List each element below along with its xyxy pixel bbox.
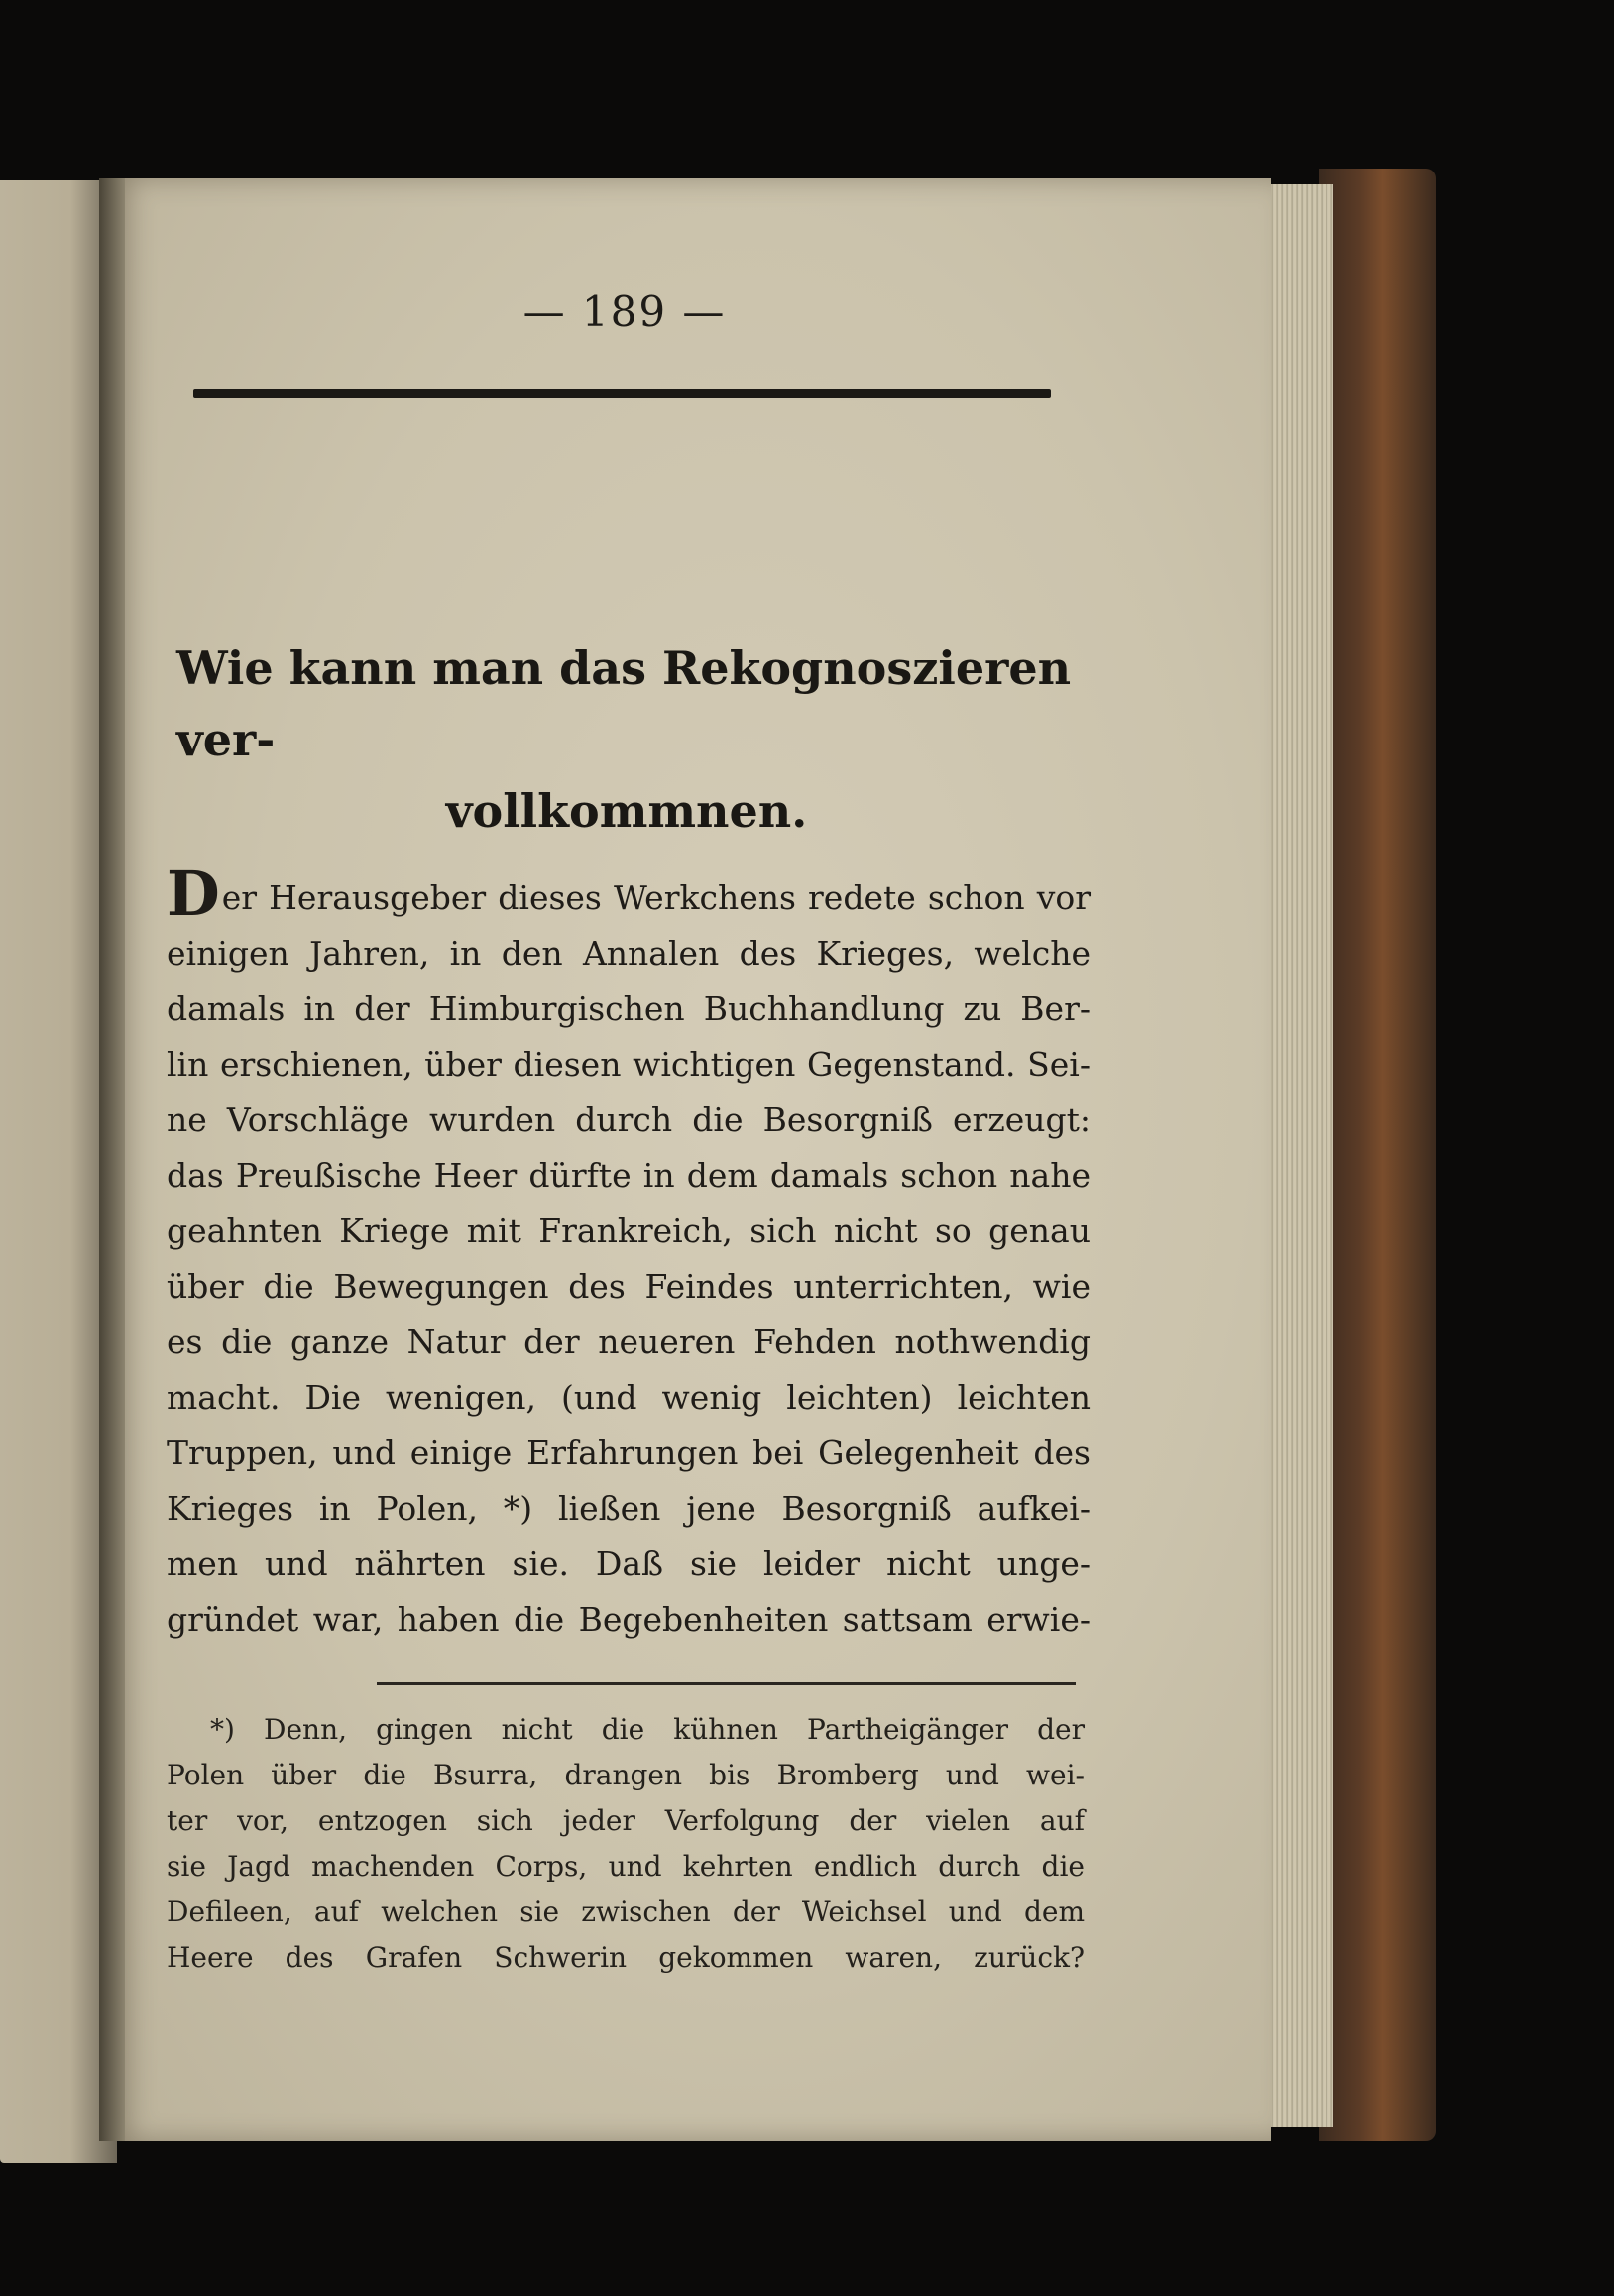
footnote-line: ter vor, entzogen sich jeder Verfolgung der vielen auf	[167, 1804, 1085, 1837]
body-text	[167, 858, 1091, 1648]
footnote-line: Heere des Grafen Schwerin gekommen waren, zurück?	[167, 1941, 1085, 1974]
body-line: damals in der Himburgischen Buchhandlung zu Ber-	[167, 989, 1091, 1028]
footnote	[167, 1707, 1085, 1981]
title-line-2: vollkommnen.	[445, 784, 808, 838]
footnote-line: *) Denn, gingen nicht die kühnen Partheigänger der	[210, 1713, 1085, 1746]
drop-cap: D	[167, 858, 220, 930]
body-line: gründet war, haben die Begebenheiten sattsam erwie-	[167, 1600, 1091, 1639]
header-rule	[193, 389, 1051, 398]
body-line: lin erschienen, über diesen wichtigen Gegenstand. Sei-	[167, 1045, 1091, 1084]
body-line: Der Herausgeber dieses Werkchens redete schon vor	[167, 858, 1091, 930]
body-line: über die Bewegungen des Feindes unterrichten, wie	[167, 1267, 1091, 1306]
body-line: das Preußische Heer dürfte in dem damals schon nahe	[167, 1156, 1091, 1195]
page-number: — 189 —	[522, 287, 727, 336]
footnote-line: sie Jagd machenden Corps, und kehrten endlich durch die	[167, 1850, 1085, 1883]
footnote-line: Defileen, auf welchen sie zwischen der Weichsel und dem	[167, 1895, 1085, 1928]
body-line: Truppen, und einige Erfahrungen bei Gelegenheit des	[167, 1434, 1091, 1472]
body-line: Krieges in Polen, *) ließen jene Besorgniß aufkei-	[167, 1489, 1091, 1528]
body-line: es die ganze Natur der neueren Fehden nothwendig	[167, 1322, 1091, 1361]
body-line: ne Vorschläge wurden durch die Besorgniß erzeugt:	[167, 1100, 1091, 1139]
body-line: geahnten Kriege mit Frankreich, sich nicht so genau	[167, 1211, 1091, 1250]
body-line: einigen Jahren, in den Annalen des Krieges, welche	[167, 934, 1091, 973]
chapter-title	[171, 632, 1083, 847]
book-cover-board	[1319, 169, 1436, 2141]
footnote-line: Polen über die Bsurra, drangen bis Bromberg und wei-	[167, 1759, 1085, 1791]
body-line: macht. Die wenigen, (und wenig leichten) leichten	[167, 1378, 1091, 1417]
footnote-rule	[377, 1682, 1076, 1685]
body-line: men und nährten sie. Daß sie leider nicht unge-	[167, 1545, 1091, 1583]
page-edges	[1264, 184, 1333, 2127]
title-line-1: Wie kann man das Rekognoszieren ver-	[176, 641, 1072, 766]
page-gutter	[99, 178, 125, 2141]
